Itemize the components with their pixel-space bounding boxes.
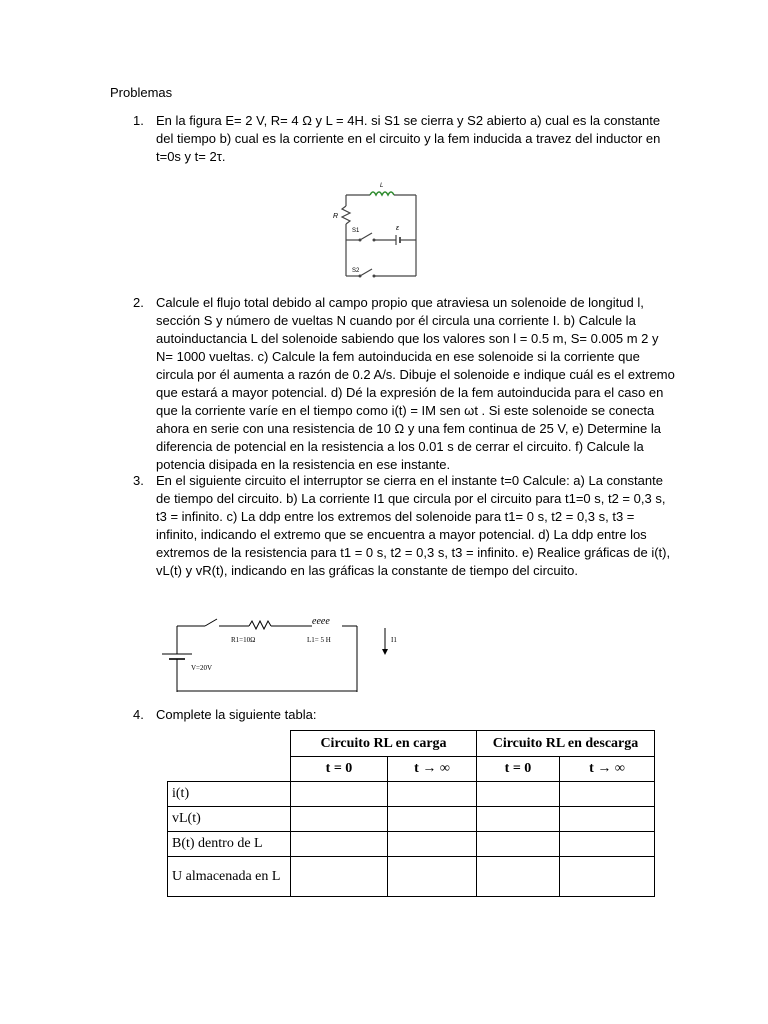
current-label: I1 xyxy=(391,636,397,644)
rl-circuit-table xyxy=(167,730,655,897)
table-cell[interactable] xyxy=(291,857,388,897)
table-cell[interactable] xyxy=(388,782,477,807)
row-label: i(t) xyxy=(168,782,291,807)
row-label: vL(t) xyxy=(168,807,291,832)
table-cell[interactable] xyxy=(560,857,655,897)
table-cell[interactable] xyxy=(477,857,560,897)
rl-circuit-figure-1 xyxy=(330,178,430,286)
inductor-coil: eeee xyxy=(312,616,330,627)
problem-number: 1. xyxy=(133,113,144,128)
subheader-tinf-discharge: t → ∞ xyxy=(560,757,655,782)
problem-text: Complete la siguiente tabla: xyxy=(156,707,317,722)
problem-number: 3. xyxy=(133,473,144,488)
table-cell[interactable] xyxy=(291,832,388,857)
problem-number: 4. xyxy=(133,707,144,722)
table-cell[interactable] xyxy=(388,832,477,857)
resistor-label: R xyxy=(333,213,339,220)
row-label: B(t) dentro de L xyxy=(168,832,291,857)
inductor-label: L1= 5 H xyxy=(307,636,331,644)
rl-circuit-figure-2 xyxy=(157,612,407,692)
table-cell[interactable] xyxy=(560,807,655,832)
table-cell[interactable] xyxy=(477,807,560,832)
problem-number: 2. xyxy=(133,295,144,310)
table-cell[interactable] xyxy=(560,782,655,807)
table-cell[interactable] xyxy=(291,807,388,832)
switch-s1-label: S1 xyxy=(352,228,360,234)
problem-text: En la figura E= 2 V, R= 4 Ω y L = 4H. si S1 se cierra y S2 abierto a) cual es la constante del tiempo b) cual es la corriente en el circuito y la fem inducida a travez del inductor en t=0s y t= 2τ. xyxy=(156,113,661,164)
voltage-label: V=20V xyxy=(191,664,213,672)
table-cell[interactable] xyxy=(291,782,388,807)
header-discharge: Circuito RL en descarga xyxy=(477,731,655,757)
problem-text: Calcule el flujo total debido al campo propio que atraviesa un solenoide de longitud l, sección S y número de vueltas N cuando por él circula una corriente I. b) Calcule la autoinductancia L del solenoide sabiendo que los valores son l = 0.5 m, S= 0.005 m 2 y N= 1000 vueltas. c) Calcule la fem autoinducida en ese solenoide si la corriente que circula por él aumenta a razón de 0.2 A/s. Dibuje el solenoide e indique cuál es el extremo que estará a mayor potencial. d) Dé la expresión de la fem autoinducida para el caso en que la corriente varíe en el tiempo como i(t) = IM sen ωt . Si este solenoide se conecta ahora en serie con una resistencia de 10 Ω y una fem continua de 25 V, e) Determine la diferencia de potencial en la resistencia a los 0.01 s de cerrar el circuito. f) Calcule la potencia disipada en la resistencia en ese instante. xyxy=(156,295,675,472)
table-cell[interactable] xyxy=(477,782,560,807)
table-cell[interactable] xyxy=(388,807,477,832)
subheader-t0-discharge: t = 0 xyxy=(477,757,560,782)
problem-text: En el siguiente circuito el interruptor se cierra en el instante t=0 Calcule: a) La constante de tiempo del circuito. b) La corriente I1 que circula por el circuito para t1=0 s, t2 = 0,3 s, t3 = infinito. c) La ddp entre los extremos del solenoide para t1= 0 s, t2 = 0,3 s, t3 = infinito, indicando el extremo que se encuentra a mayor potencial. d) La ddp entre los extremos de la resistencia para t1 = 0 s, t2 = 0,3 s, t3 = infinito. e) Realice gráficas de i(t), vL(t) y vR(t), indicando en las gráficas la constante de tiempo del circuito. xyxy=(156,473,671,578)
table-cell[interactable] xyxy=(477,832,560,857)
emf-label: ε xyxy=(396,225,400,232)
subheader-t0-charge: t = 0 xyxy=(291,757,388,782)
header-charge: Circuito RL en carga xyxy=(291,731,477,757)
table-cell[interactable] xyxy=(388,857,477,897)
page-heading: Problemas xyxy=(110,85,173,100)
inductor-label: L xyxy=(380,183,384,189)
table-cell[interactable] xyxy=(560,832,655,857)
resistor-label: R1=10Ω xyxy=(231,636,256,644)
subheader-tinf-charge: t → ∞ xyxy=(388,757,477,782)
switch-s2-label: S2 xyxy=(352,268,360,274)
row-label: U almacenada en L xyxy=(168,857,291,897)
